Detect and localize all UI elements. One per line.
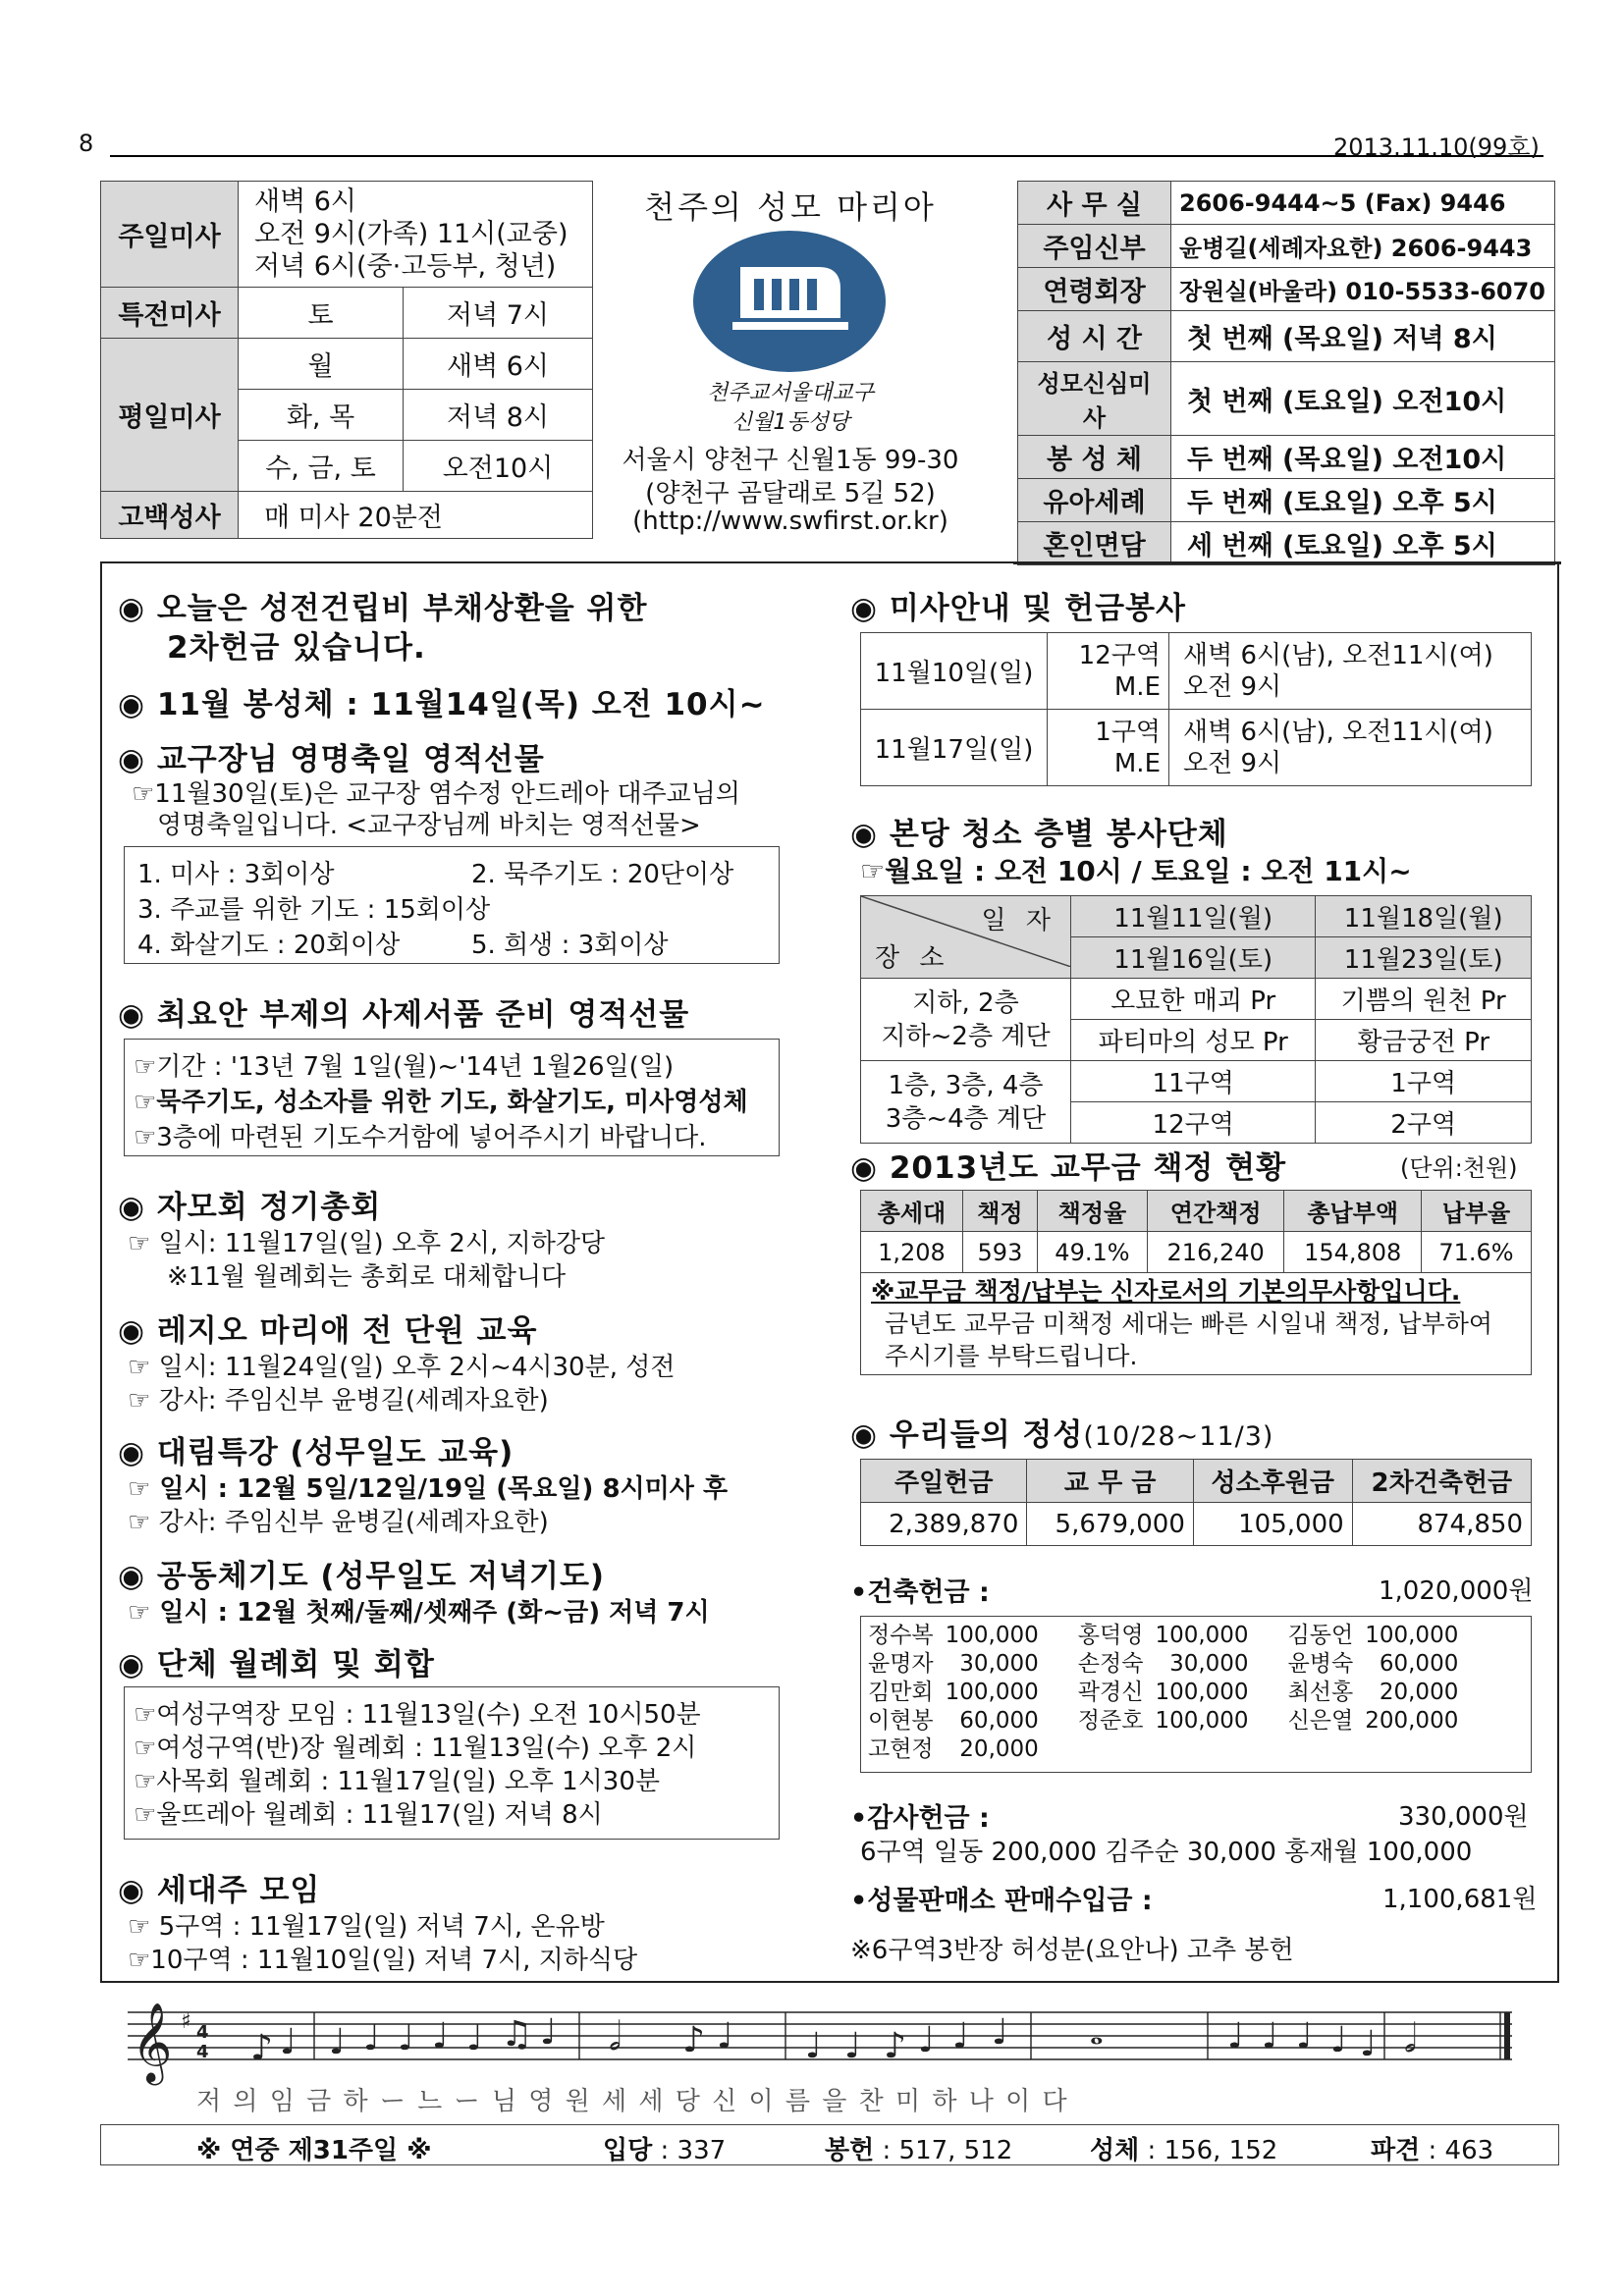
gift-line: ☞묵주기도, 성소자를 위한 기도, 화살기도, 미사영성체 xyxy=(134,1088,748,1117)
contact-label: 혼인면담 xyxy=(1018,522,1171,565)
svg-text:𝅝: 𝅝 xyxy=(1090,2013,1104,2053)
donor-name: 최선홍 xyxy=(1287,1680,1354,1705)
notice-title xyxy=(118,583,647,627)
title-text: 대림특강 (성무일도 교육) xyxy=(156,1435,514,1470)
building-fund-total: 1,020,000원 xyxy=(1379,1576,1534,1606)
svg-text:♩: ♩ xyxy=(329,2022,346,2062)
tithe-value: 49.1% xyxy=(1037,1232,1147,1273)
donor-amount: 20,000 xyxy=(1379,1680,1459,1705)
bullet-icon: ◉ xyxy=(118,997,146,1033)
donor-amount: 60,000 xyxy=(959,1708,1039,1734)
unit-label: (단위:천원) xyxy=(1400,1154,1518,1182)
gift-line: ☞기간 : '13년 7월 1일(월)~'14년 1월26일(일) xyxy=(134,1052,675,1082)
place-line: 1층, 3층, 4층 xyxy=(888,1070,1044,1100)
notice-title xyxy=(118,1639,435,1683)
weekday-time: 새벽 6시 xyxy=(404,339,593,390)
issue-date: 2013.11.10(99호) xyxy=(1333,133,1540,161)
contact-label: 유아세례 xyxy=(1018,479,1171,522)
title-text: 미사안내 및 헌금봉사 xyxy=(889,591,1186,626)
entrance-value: 337 xyxy=(677,2136,727,2165)
cleaning-head-cell xyxy=(861,896,1071,979)
weekday-mass-label: 평일미사 xyxy=(101,339,239,492)
donor-amount: 60,000 xyxy=(1379,1651,1459,1677)
title-text: 본당 청소 층별 봉사단체 xyxy=(889,817,1228,852)
svg-text:♪: ♪ xyxy=(250,2028,273,2068)
svg-text:♩: ♩ xyxy=(1330,2020,1347,2060)
svg-text:♩: ♩ xyxy=(952,2016,969,2056)
title-text: 우리들의 정성 xyxy=(889,1417,1084,1453)
notice-title xyxy=(118,734,545,778)
svg-text:4: 4 xyxy=(196,2042,209,2062)
parish-name-top: 천주의 성모 마리아 xyxy=(644,188,937,226)
donor-amount: 20,000 xyxy=(959,1736,1039,1762)
weekday-day: 월 xyxy=(239,339,404,390)
title-text: 2013년도 교무금 책정 현황 xyxy=(889,1150,1287,1186)
offering-value: 5,679,000 xyxy=(1027,1503,1193,1546)
zone-line: M.E xyxy=(1113,671,1161,702)
bullet-icon: ◉ xyxy=(850,1417,879,1453)
contact-label: 성 시 간 xyxy=(1018,311,1171,362)
notice-line: ☞10구역 : 11월10일(일) 저녁 7시, 지하식당 xyxy=(128,1946,638,1975)
cleaning-date: 11월11일(월) xyxy=(1071,896,1316,937)
cleaning-schedule: ☞월요일 : 오전 10시 / 토요일 : 오전 11시~ xyxy=(860,855,1412,887)
sunday-mass-line: 저녁 6시(중·고등부, 청년) xyxy=(254,251,557,282)
communion-hymn: 성체 : 156, 152 xyxy=(1090,2136,1278,2165)
donor-empty xyxy=(1365,1735,1458,1764)
recessional-label: 파견 xyxy=(1371,2136,1421,2165)
svg-text:♩: ♩ xyxy=(717,2016,733,2056)
meeting-line: ☞사목회 월례회 : 11월17일(일) 오후 1시30분 xyxy=(134,1767,660,1796)
cleaning-place xyxy=(861,979,1071,1061)
gift-item: 3. 주교를 위한 기도 : 15회이상 xyxy=(137,895,491,925)
tithe-header: 총세대 xyxy=(861,1191,963,1232)
sunday-mass-times xyxy=(239,182,593,288)
offering-zone xyxy=(1048,633,1169,710)
cleaning-date: 11월23일(토) xyxy=(1316,937,1532,979)
notice-title xyxy=(118,1182,381,1226)
tithe-note-line: 금년도 교무금 미책정 세대는 빠른 시일내 책정, 납부하여 xyxy=(885,1309,1493,1338)
donor-amount: 30,000 xyxy=(959,1651,1039,1677)
tithe-value: 593 xyxy=(962,1232,1037,1273)
gift-item: 1. 미사 : 3회이상 xyxy=(137,860,335,889)
communion-value: 156, 152 xyxy=(1164,2136,1278,2165)
bullet-icon: ◉ xyxy=(118,591,146,626)
parish-website[interactable]: (http://www.swfirst.or.kr) xyxy=(632,507,948,536)
cleaning-place xyxy=(861,1061,1071,1144)
svg-text:𝅗𝅥: 𝅗𝅥 xyxy=(609,2014,622,2059)
notice-line: ※11월 월례회는 총회로 대체합니다 xyxy=(167,1262,567,1292)
building-donors-table xyxy=(868,1622,1458,1764)
contact-value: 세 번째 (토요일) 오후 5시 xyxy=(1171,522,1555,565)
contact-value: 첫 번째 (토요일) 오전10시 xyxy=(1171,362,1555,436)
title-text: 공동체기도 (성무일도 저녁기도) xyxy=(156,1559,606,1594)
parish-script-name xyxy=(628,379,952,438)
svg-text:♪: ♪ xyxy=(682,2020,705,2060)
offering-value: 874,850 xyxy=(1352,1503,1531,1546)
bullet-icon: ◉ xyxy=(118,1647,146,1682)
donation-note: ※6구역3반장 허성분(요안나) 고추 봉헌 xyxy=(850,1936,1294,1965)
donor-amount: 100,000 xyxy=(1155,1680,1249,1705)
header-rule xyxy=(110,155,1543,157)
bullet-icon: ◉ xyxy=(118,1190,146,1225)
detail-line: 오전 9시 xyxy=(1183,748,1282,778)
contact-label: 성모신심미사 xyxy=(1018,362,1171,436)
zone-line: 1구역 xyxy=(1095,717,1161,747)
weekday-time: 오전10시 xyxy=(404,441,593,492)
tithe-value: 71.6% xyxy=(1421,1232,1531,1273)
donor-amount: 100,000 xyxy=(1155,1708,1249,1734)
svg-text:♪: ♪ xyxy=(884,2026,906,2066)
bullet-icon: ◉ xyxy=(850,817,879,852)
donor-name: 김동언 xyxy=(1287,1623,1354,1648)
offertory-hymn: 봉헌 : 517, 512 xyxy=(825,2136,1013,2165)
contact-value: 장원실(바울라) 010-5533-6070 xyxy=(1171,268,1555,311)
cleaning-group: 오묘한 매괴 Pr xyxy=(1071,979,1316,1020)
entrance-hymn: 입당 : 337 xyxy=(603,2136,727,2165)
svg-text:𝅗𝅥: 𝅗𝅥 xyxy=(1404,2016,1417,2061)
contact-value: 첫 번째 (목요일) 저녁 8시 xyxy=(1171,311,1555,362)
cleaning-group: 2구역 xyxy=(1316,1102,1532,1144)
title-text: 교구장님 영명축일 영적선물 xyxy=(156,742,545,777)
cleaning-group: 1구역 xyxy=(1316,1061,1532,1102)
sunday-mass-line: 오전 9시(가족) 11시(교중) xyxy=(254,219,568,249)
svg-text:♩: ♩ xyxy=(432,2016,449,2056)
detail-line: 새벽 6시(남), 오전11시(여) xyxy=(1183,640,1493,670)
offering-detail xyxy=(1169,710,1532,786)
notice-title xyxy=(850,1410,1273,1454)
special-mass-time: 저녁 7시 xyxy=(404,288,593,339)
bullet-icon: ◉ xyxy=(118,687,146,722)
recessional-hymn: 파견 : 463 xyxy=(1371,2136,1494,2165)
notice-title xyxy=(118,1306,537,1350)
sunday-mass-line: 새벽 6시 xyxy=(254,187,357,217)
place-line: 3층~4층 계단 xyxy=(885,1103,1047,1134)
cleaning-group: 11구역 xyxy=(1071,1061,1316,1102)
svg-text:♫: ♫ xyxy=(501,2014,533,2055)
donor-amount: 100,000 xyxy=(945,1680,1039,1705)
period-text: (10/28~11/3) xyxy=(1083,1421,1274,1452)
place-line: 지하, 2층 xyxy=(912,988,1019,1018)
thanks-offering-total: 330,000원 xyxy=(1398,1802,1529,1832)
bullet-icon: ◉ xyxy=(118,1313,146,1349)
notice-title xyxy=(118,989,689,1034)
notice-line: ☞ 5구역 : 11월17일(일) 저녁 7시, 온유방 xyxy=(128,1912,605,1942)
date-head: 일 자 xyxy=(981,906,1056,935)
gift-item: 5. 희생 : 3회이상 xyxy=(471,931,669,960)
svg-text:♩: ♩ xyxy=(466,2018,483,2058)
cleaning-group: 황금궁전 Pr xyxy=(1316,1020,1532,1061)
donor-name: 정준호 xyxy=(1077,1708,1144,1734)
parish-logo xyxy=(693,228,886,379)
parish-address: 서울시 양천구 신월1동 99-30 xyxy=(622,446,959,475)
offering-date: 11월17일(일) xyxy=(861,710,1048,786)
gift-shop-total: 1,100,681원 xyxy=(1382,1885,1538,1914)
notice-title xyxy=(850,1143,1286,1187)
special-mass-day: 토 xyxy=(239,288,404,339)
confession-value: 매 미사 20분전 xyxy=(239,492,593,539)
offering-detail xyxy=(1169,633,1532,710)
weekday-day: 화, 목 xyxy=(239,390,404,441)
contact-value: 2606-9444~5 (Fax) 9446 xyxy=(1171,182,1555,225)
donor-amount: 100,000 xyxy=(1365,1623,1459,1648)
bullet-icon: ◉ xyxy=(850,591,879,626)
meeting-line: ☞여성구역장 모임 : 11월13일(수) 오전 10시50분 xyxy=(134,1700,701,1730)
weekday-day: 수, 금, 토 xyxy=(239,441,404,492)
notice-line: ☞ 강사: 주임신부 윤병길(세례자요한) xyxy=(128,1386,549,1415)
svg-text:♩: ♩ xyxy=(1360,2024,1377,2064)
donor-name: 윤명자 xyxy=(868,1651,934,1677)
title-text: 오늘은 성전건립비 부채상환을 위한 xyxy=(156,591,648,626)
diocese-script: 천주교서울대교구 xyxy=(706,381,875,405)
zone-line: M.E xyxy=(1113,748,1161,778)
parish-logo-icon xyxy=(693,228,886,375)
svg-text:4: 4 xyxy=(196,2022,209,2043)
offering-zone xyxy=(1048,710,1169,786)
bullet-icon: ◉ xyxy=(118,742,146,777)
page-number: 8 xyxy=(79,130,94,157)
meeting-line: ☞여성구역(반)장 월례회 : 11월13일(수) 오후 2시 xyxy=(134,1734,697,1763)
contact-label: 봉 성 체 xyxy=(1018,436,1171,479)
tithe-header: 총납부액 xyxy=(1284,1191,1422,1232)
cleaning-group: 기쁨의 원천 Pr xyxy=(1316,979,1532,1020)
mass-offering-table xyxy=(860,632,1532,786)
tithe-note xyxy=(861,1273,1532,1375)
svg-text:𝄞: 𝄞 xyxy=(132,2002,173,2082)
gift-item: 4. 화살기도 : 20회이상 xyxy=(137,931,401,960)
tithe-header: 연간책정 xyxy=(1147,1191,1284,1232)
recessional-value: 463 xyxy=(1444,2136,1494,2165)
contact-value: 두 번째 (토요일) 오후 5시 xyxy=(1171,479,1555,522)
notice-line: ☞11월30일(토)은 교구장 염수정 안드레아 대주교님의 xyxy=(132,779,741,809)
donor-empty xyxy=(1078,1735,1156,1764)
place-line: 지하~2층 계단 xyxy=(881,1021,1051,1051)
tithe-value: 154,808 xyxy=(1284,1232,1422,1273)
svg-text:♩: ♩ xyxy=(398,2018,414,2058)
svg-text:♩: ♩ xyxy=(1296,2016,1313,2056)
tithe-note-line: 주시기를 부탁드립니다. xyxy=(885,1342,1138,1370)
svg-text:♩: ♩ xyxy=(1227,2016,1244,2056)
notice-line: ☞ 일시 : 12월 5일/12일/19일 (목요일) 8시미사 후 xyxy=(128,1474,729,1504)
svg-text:♩: ♩ xyxy=(363,2018,380,2058)
gift-shop-label: •성물판매소 판매수입금 : xyxy=(850,1886,1153,1916)
tithe-note-line: ※교무금 책정/납부는 신자로서의 기본의무사항입니다. xyxy=(871,1277,1461,1306)
offertory-value: 517, 512 xyxy=(898,2136,1013,2165)
donor-name: 곽경신 xyxy=(1077,1680,1144,1705)
svg-text:♩: ♩ xyxy=(280,2022,297,2062)
donor-name: 정수복 xyxy=(868,1623,934,1648)
weekday-time: 저녁 8시 xyxy=(404,390,593,441)
place-head: 장 소 xyxy=(875,943,950,973)
notice-title xyxy=(118,679,766,723)
title-text: 레지오 마리애 전 단원 교육 xyxy=(156,1313,538,1349)
donor-name: 홍덕영 xyxy=(1077,1623,1144,1648)
donor-amount: 30,000 xyxy=(1169,1651,1249,1677)
cleaning-date: 11월18일(월) xyxy=(1316,896,1532,937)
title-text: 세대주 모임 xyxy=(156,1873,321,1908)
tithe-value: 216,240 xyxy=(1147,1232,1284,1273)
gift-item: 2. 묵주기도 : 20단이상 xyxy=(471,860,734,889)
tithe-header: 납부율 xyxy=(1421,1191,1531,1232)
tithe-header: 책정 xyxy=(962,1191,1037,1232)
offering-header: 주일헌금 xyxy=(861,1460,1027,1503)
svg-text:♩: ♩ xyxy=(805,2026,822,2066)
mass-schedule-table xyxy=(100,181,593,539)
offerings-table xyxy=(860,1459,1532,1546)
tithe-header: 책정율 xyxy=(1037,1191,1147,1232)
offering-value: 105,000 xyxy=(1193,1503,1352,1546)
donor-name: 이현봉 xyxy=(868,1708,934,1734)
donor-amount: 200,000 xyxy=(1365,1708,1459,1734)
svg-text:♩: ♩ xyxy=(844,2026,861,2066)
notice-title-line2: 2차헌금 있습니다. xyxy=(167,630,426,666)
donor-name: 김만회 xyxy=(868,1680,934,1705)
bullet-icon: ◉ xyxy=(118,1873,146,1908)
zone-line: 12구역 xyxy=(1078,640,1161,670)
hymn-lyrics: 저 의 임 금 하 ー 느 ー 님 영 원 세 세 당 신 이 름 을 찬 미 하 나 이 다 xyxy=(196,2087,1069,2116)
offering-value: 2,389,870 xyxy=(861,1503,1027,1546)
detail-line: 새벽 6시(남), 오전11시(여) xyxy=(1183,717,1493,747)
cleaning-table xyxy=(860,895,1532,1144)
tithe-table xyxy=(860,1190,1532,1375)
entrance-label: 입당 xyxy=(603,2136,653,2165)
notice-line: ☞ 일시: 11월17일(일) 오후 2시, 지하강당 xyxy=(128,1229,606,1258)
thanks-offering-label: •감사헌금 : xyxy=(850,1803,990,1834)
offering-date: 11월10일(일) xyxy=(861,633,1048,710)
donor-name: 손정숙 xyxy=(1077,1651,1144,1677)
contact-label: 주임신부 xyxy=(1018,225,1171,268)
cleaning-date: 11월16일(토) xyxy=(1071,937,1316,979)
donor-empty xyxy=(1155,1735,1287,1764)
svg-text:♯: ♯ xyxy=(181,2009,191,2034)
offering-header: 2차건축헌금 xyxy=(1352,1460,1531,1503)
offertory-label: 봉헌 xyxy=(825,2136,875,2165)
svg-text:♩: ♩ xyxy=(992,2012,1008,2053)
notice-title xyxy=(118,1551,605,1595)
building-fund-label: •건축헌금 : xyxy=(850,1577,990,1608)
contact-label: 사 무 실 xyxy=(1018,182,1171,225)
title-text: 단체 월례회 및 회합 xyxy=(156,1647,435,1682)
contact-value: 윤병길(세례자요한) 2606-9443 xyxy=(1171,225,1555,268)
notice-line: ☞ 일시: 11월24일(일) 오후 2시~4시30분, 성전 xyxy=(128,1353,676,1382)
notice-title xyxy=(850,809,1228,853)
offering-header: 교 무 금 xyxy=(1027,1460,1193,1503)
cleaning-group: 12구역 xyxy=(1071,1102,1316,1144)
svg-text:♩: ♩ xyxy=(1262,2016,1278,2056)
sunday-mass-label: 주일미사 xyxy=(101,182,239,288)
contacts-table xyxy=(1017,181,1555,565)
thanks-offering-line: 6구역 일동 200,000 김주순 30,000 홍재월 100,000 xyxy=(860,1838,1473,1867)
top-right-separator xyxy=(1013,561,1561,564)
title-text: 최요안 부제의 사제서품 준비 영적선물 xyxy=(156,997,690,1033)
liturgical-week: ※ 연중 제31주일 ※ xyxy=(196,2136,432,2165)
special-mass-label: 특전미사 xyxy=(101,288,239,339)
donor-empty xyxy=(1288,1735,1366,1764)
parish-script: 신월1동성당 xyxy=(731,410,850,435)
notice-title xyxy=(118,1427,514,1471)
notice-title xyxy=(118,1865,320,1909)
donor-name: 고현정 xyxy=(868,1736,934,1762)
contact-value: 두 번째 (목요일) 오전10시 xyxy=(1171,436,1555,479)
cleaning-group: 파티마의 성모 Pr xyxy=(1071,1020,1316,1061)
svg-text:♩: ♩ xyxy=(540,2012,557,2053)
title-text: 11월 봉성체 : 11월14일(목) 오전 10시~ xyxy=(156,687,766,722)
title-text: 자모회 정기총회 xyxy=(156,1190,382,1225)
parish-road-address: (양천구 곰달래로 5길 52) xyxy=(645,479,936,508)
contact-label: 연령회장 xyxy=(1018,268,1171,311)
notice-title xyxy=(850,583,1186,627)
donor-name: 윤병숙 xyxy=(1287,1651,1354,1677)
notice-line: ☞ 강사: 주임신부 윤병길(세례자요한) xyxy=(128,1508,549,1537)
communion-label: 성체 xyxy=(1090,2136,1140,2165)
svg-text:♩: ♩ xyxy=(918,2020,935,2060)
tithe-value: 1,208 xyxy=(861,1232,963,1273)
notice-line: ☞ 일시 : 12월 첫째/둘째/셋째주 (화~금) 저녁 7시 xyxy=(128,1598,710,1628)
detail-line: 오전 9시 xyxy=(1183,671,1282,702)
donor-amount: 100,000 xyxy=(945,1623,1039,1648)
bullet-icon: ◉ xyxy=(118,1559,146,1594)
notice-line: 영명축일입니다. <교구장님께 바치는 영적선물> xyxy=(157,811,701,840)
bullet-icon: ◉ xyxy=(850,1150,879,1186)
offering-header: 성소후원금 xyxy=(1193,1460,1352,1503)
confession-label: 고백성사 xyxy=(101,492,239,539)
bullet-icon: ◉ xyxy=(118,1435,146,1470)
gift-line: ☞3층에 마련된 기도수거함에 넣어주시기 바랍니다. xyxy=(134,1123,707,1152)
donor-name: 신은열 xyxy=(1287,1708,1354,1734)
donor-amount: 100,000 xyxy=(1155,1623,1249,1648)
meeting-line: ☞울뜨레아 월례회 : 11월17(일) 저녁 8시 xyxy=(134,1800,603,1830)
